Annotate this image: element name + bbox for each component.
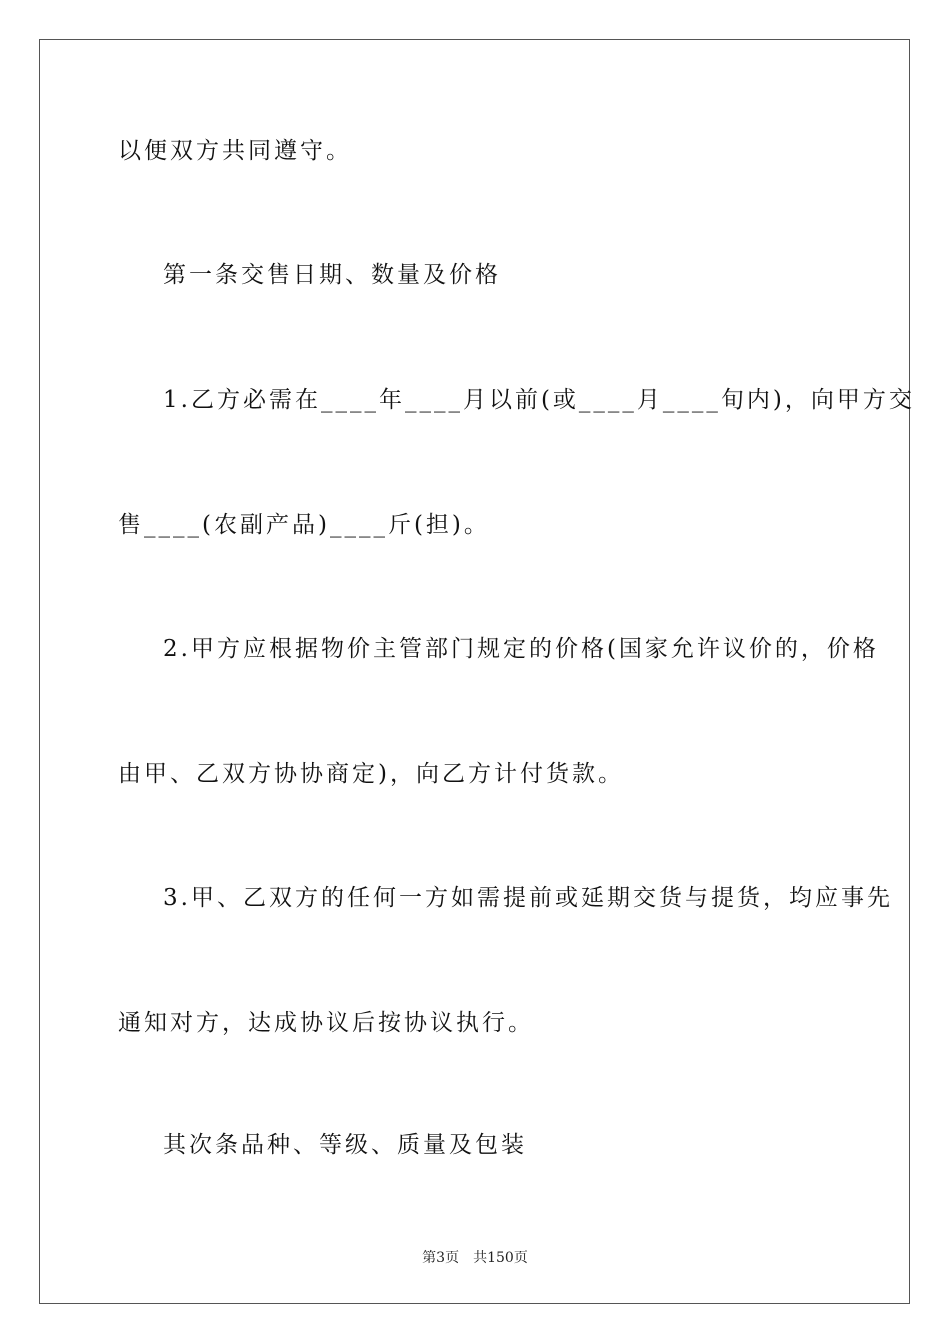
page-frame — [39, 39, 910, 1304]
section-heading: 其次条品种、等级、质量及包装 — [163, 1132, 527, 1158]
clause-line: 3.甲、乙双方的任何一方如需提前或延期交货与提货，均应事先 — [163, 885, 893, 911]
page-number: 第3页 — [422, 1250, 460, 1266]
body-line: 以便双方共同遵守。 — [118, 138, 352, 164]
clause-line: 由甲、乙双方协协商定)，向乙方计付货款。 — [118, 761, 624, 787]
page-total: 共150页 — [473, 1250, 528, 1266]
clause-line: 通知对方，达成协议后按协议执行。 — [118, 1010, 534, 1036]
clause-line: 2.甲方应根据物价主管部门规定的价格(国家允许议价的，价格 — [163, 636, 879, 662]
section-heading: 第一条交售日期、数量及价格 — [163, 262, 501, 288]
clause-line: 1.乙方必需在____年____月以前(或____月____旬内)，向甲方交 — [163, 387, 915, 413]
page-footer — [0, 1247, 950, 1267]
clause-line: 售____(农副产品)____斤(担)。 — [118, 512, 490, 538]
